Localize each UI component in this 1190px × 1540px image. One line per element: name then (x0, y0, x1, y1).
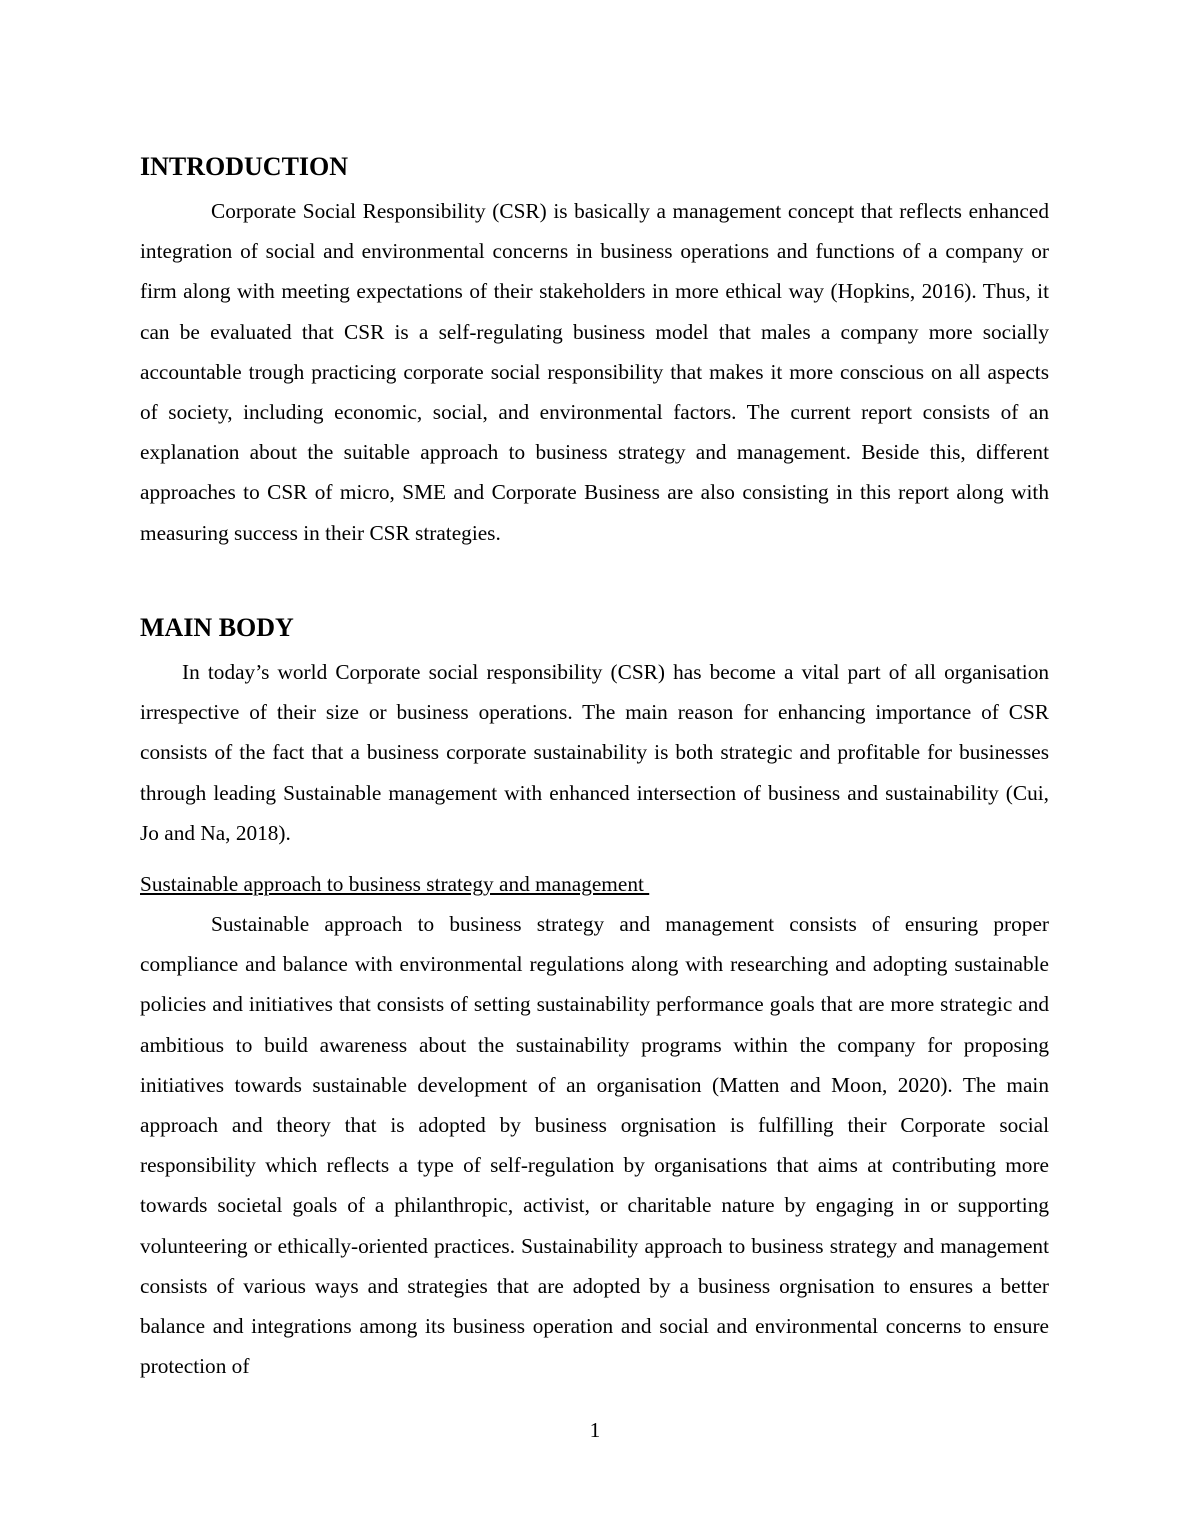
sustainable-approach-subheading: Sustainable approach to business strategy and management (140, 872, 650, 896)
introduction-heading: INTRODUCTION (140, 152, 349, 181)
introduction-paragraph: Corporate Social Responsibility (CSR) is basically a management concept that reflects enhanced integration of social and environmental concerns in business operations and functions of a company or firm along with meeting expectations of their stakeholders in more ethical way (Hopkins, 2016). Thus, it can be evaluated that CSR is a self-regulating business model that males a company more socially accountable trough practicing corporate social responsibility that makes it more conscious on all aspects of society, including economic, social, and environmental factors. The current report consists of an explanation about the suitable approach to business strategy and management. Beside this, different approaches to CSR of micro, SME and Corporate Business are also consisting in this report along with measuring success in their CSR strategies. (140, 199, 1049, 545)
page-number: 1 (589, 1418, 601, 1442)
sustainable-approach-paragraph: Sustainable approach to business strategy and management consists of ensuring proper compliance and balance with environmental regulations along with researching and adopting sustainable policies and initiatives that consists of setting sustainability performance goals that are more strategic and ambitious to build awareness about the sustainability programs within the company for proposing initiatives towards sustainable development of an organisation (Matten and Moon, 2020). The main approach and theory that is adopted by business orgnisation is fulfilling their Corporate social responsibility which reflects a type of self-regulation by organisations that aims at contributing more towards societal goals of a philanthropic, activist, or charitable nature by engaging in or supporting volunteering or ethically-oriented practices. Sustainability approach to business strategy and management consists of various ways and strategies that are adopted by a business orgnisation to ensures a better balance and integrations among its business operation and social and environmental concerns to ensure protection of (140, 912, 1049, 1379)
main-body-heading: MAIN BODY (140, 613, 294, 642)
main-body-paragraph: In today’s world Corporate social responsibility (CSR) has become a vital part of all organisation irrespective of their size or business operations. The main reason for enhancing importance of CSR consists of the fact that a business corporate sustainability is both strategic and profitable for businesses through leading Sustainable management with enhanced intersection of business and sustainability (Cui, Jo and Na, 2018). (140, 660, 1049, 845)
